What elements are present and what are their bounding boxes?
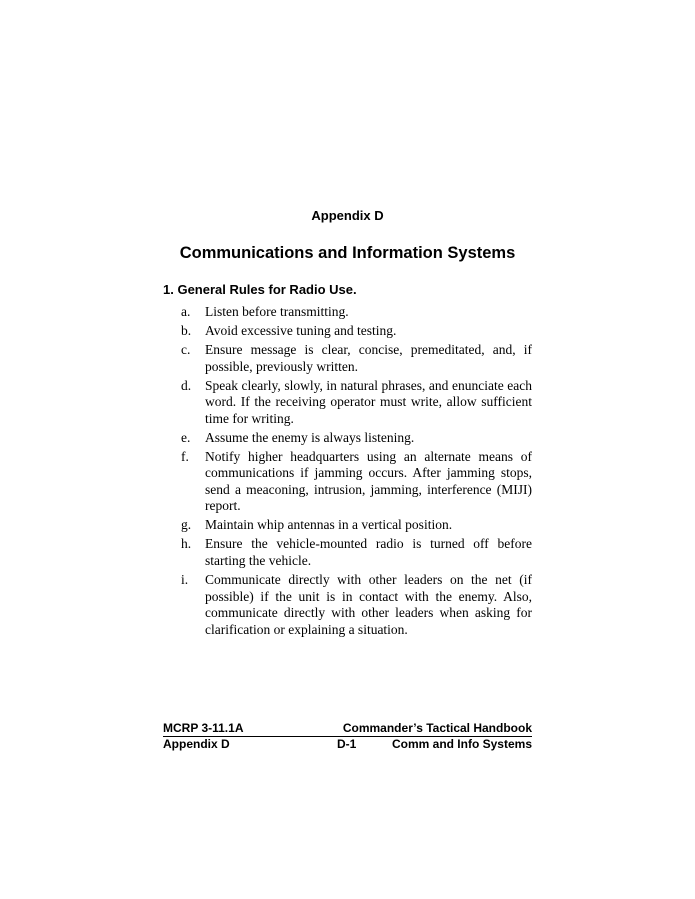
page-title: Communications and Information Systems xyxy=(179,244,516,262)
list-item-text: Listen before transmitting. xyxy=(205,304,349,319)
list-item-text: Assume the enemy is always listening. xyxy=(205,429,415,445)
appendix-label: Appendix D xyxy=(311,208,384,223)
list-item xyxy=(181,378,532,428)
footer-section-title: Comm and Info Systems xyxy=(391,737,532,751)
list-item-letter: f. xyxy=(181,448,189,464)
list-item-text: Maintain whip antennas in a vertical position. xyxy=(205,517,453,533)
list-item xyxy=(181,572,532,638)
list-item xyxy=(181,342,532,375)
list-item-letter: h. xyxy=(181,536,192,552)
list-item xyxy=(181,536,532,569)
list-item-text: Ensure message is clear, concise, premeditated, and, if possible, previously written. xyxy=(205,341,532,374)
list-item-letter: e. xyxy=(181,429,191,445)
list-item xyxy=(181,517,532,534)
list-item-text: Communicate directly with other leaders on the net (if possible) if the unit is in contact with the enemy. Also, communicate directly with other leaders when asking for clarification or explaining a situation. xyxy=(205,572,532,637)
list-item-text: Avoid excessive tuning and testing. xyxy=(205,322,397,338)
list-item-letter: a. xyxy=(181,304,191,319)
list-item-text: Ensure the vehicle-mounted radio is turned off before starting the vehicle. xyxy=(205,536,532,569)
list-item xyxy=(181,323,532,340)
list-item xyxy=(181,430,532,447)
list-item-letter: b. xyxy=(181,322,192,338)
list-item-text: Speak clearly, slowly, in natural phrases, and enunciate each word. If the receiving operator must write, allow sufficient time for writing. xyxy=(205,377,532,426)
list-item-text: Notify higher headquarters using an alternate means of communications if jamming occurs. After jamming stops, send a meaconing, intrusion, jamming, interference (MIJI) report. xyxy=(205,448,532,514)
list-item-letter: i. xyxy=(181,572,189,588)
footer-page-number: D-1 xyxy=(337,737,357,751)
page-footer xyxy=(163,721,532,752)
list-item-letter: c. xyxy=(181,341,191,357)
footer-appendix: Appendix D xyxy=(163,737,230,751)
footer-publication: MCRP 3-11.1A xyxy=(163,721,244,735)
footer-bottom-row xyxy=(163,737,532,752)
section-heading: 1. General Rules for Radio Use. xyxy=(163,282,357,297)
list-item-letter: d. xyxy=(181,377,192,393)
list-item xyxy=(181,304,532,321)
list-item-letter: g. xyxy=(181,517,192,533)
list-item xyxy=(181,449,532,515)
footer-handbook-title: Commander’s Tactical Handbook xyxy=(342,721,532,735)
footer-top-row xyxy=(163,721,532,737)
rules-list xyxy=(181,304,532,641)
